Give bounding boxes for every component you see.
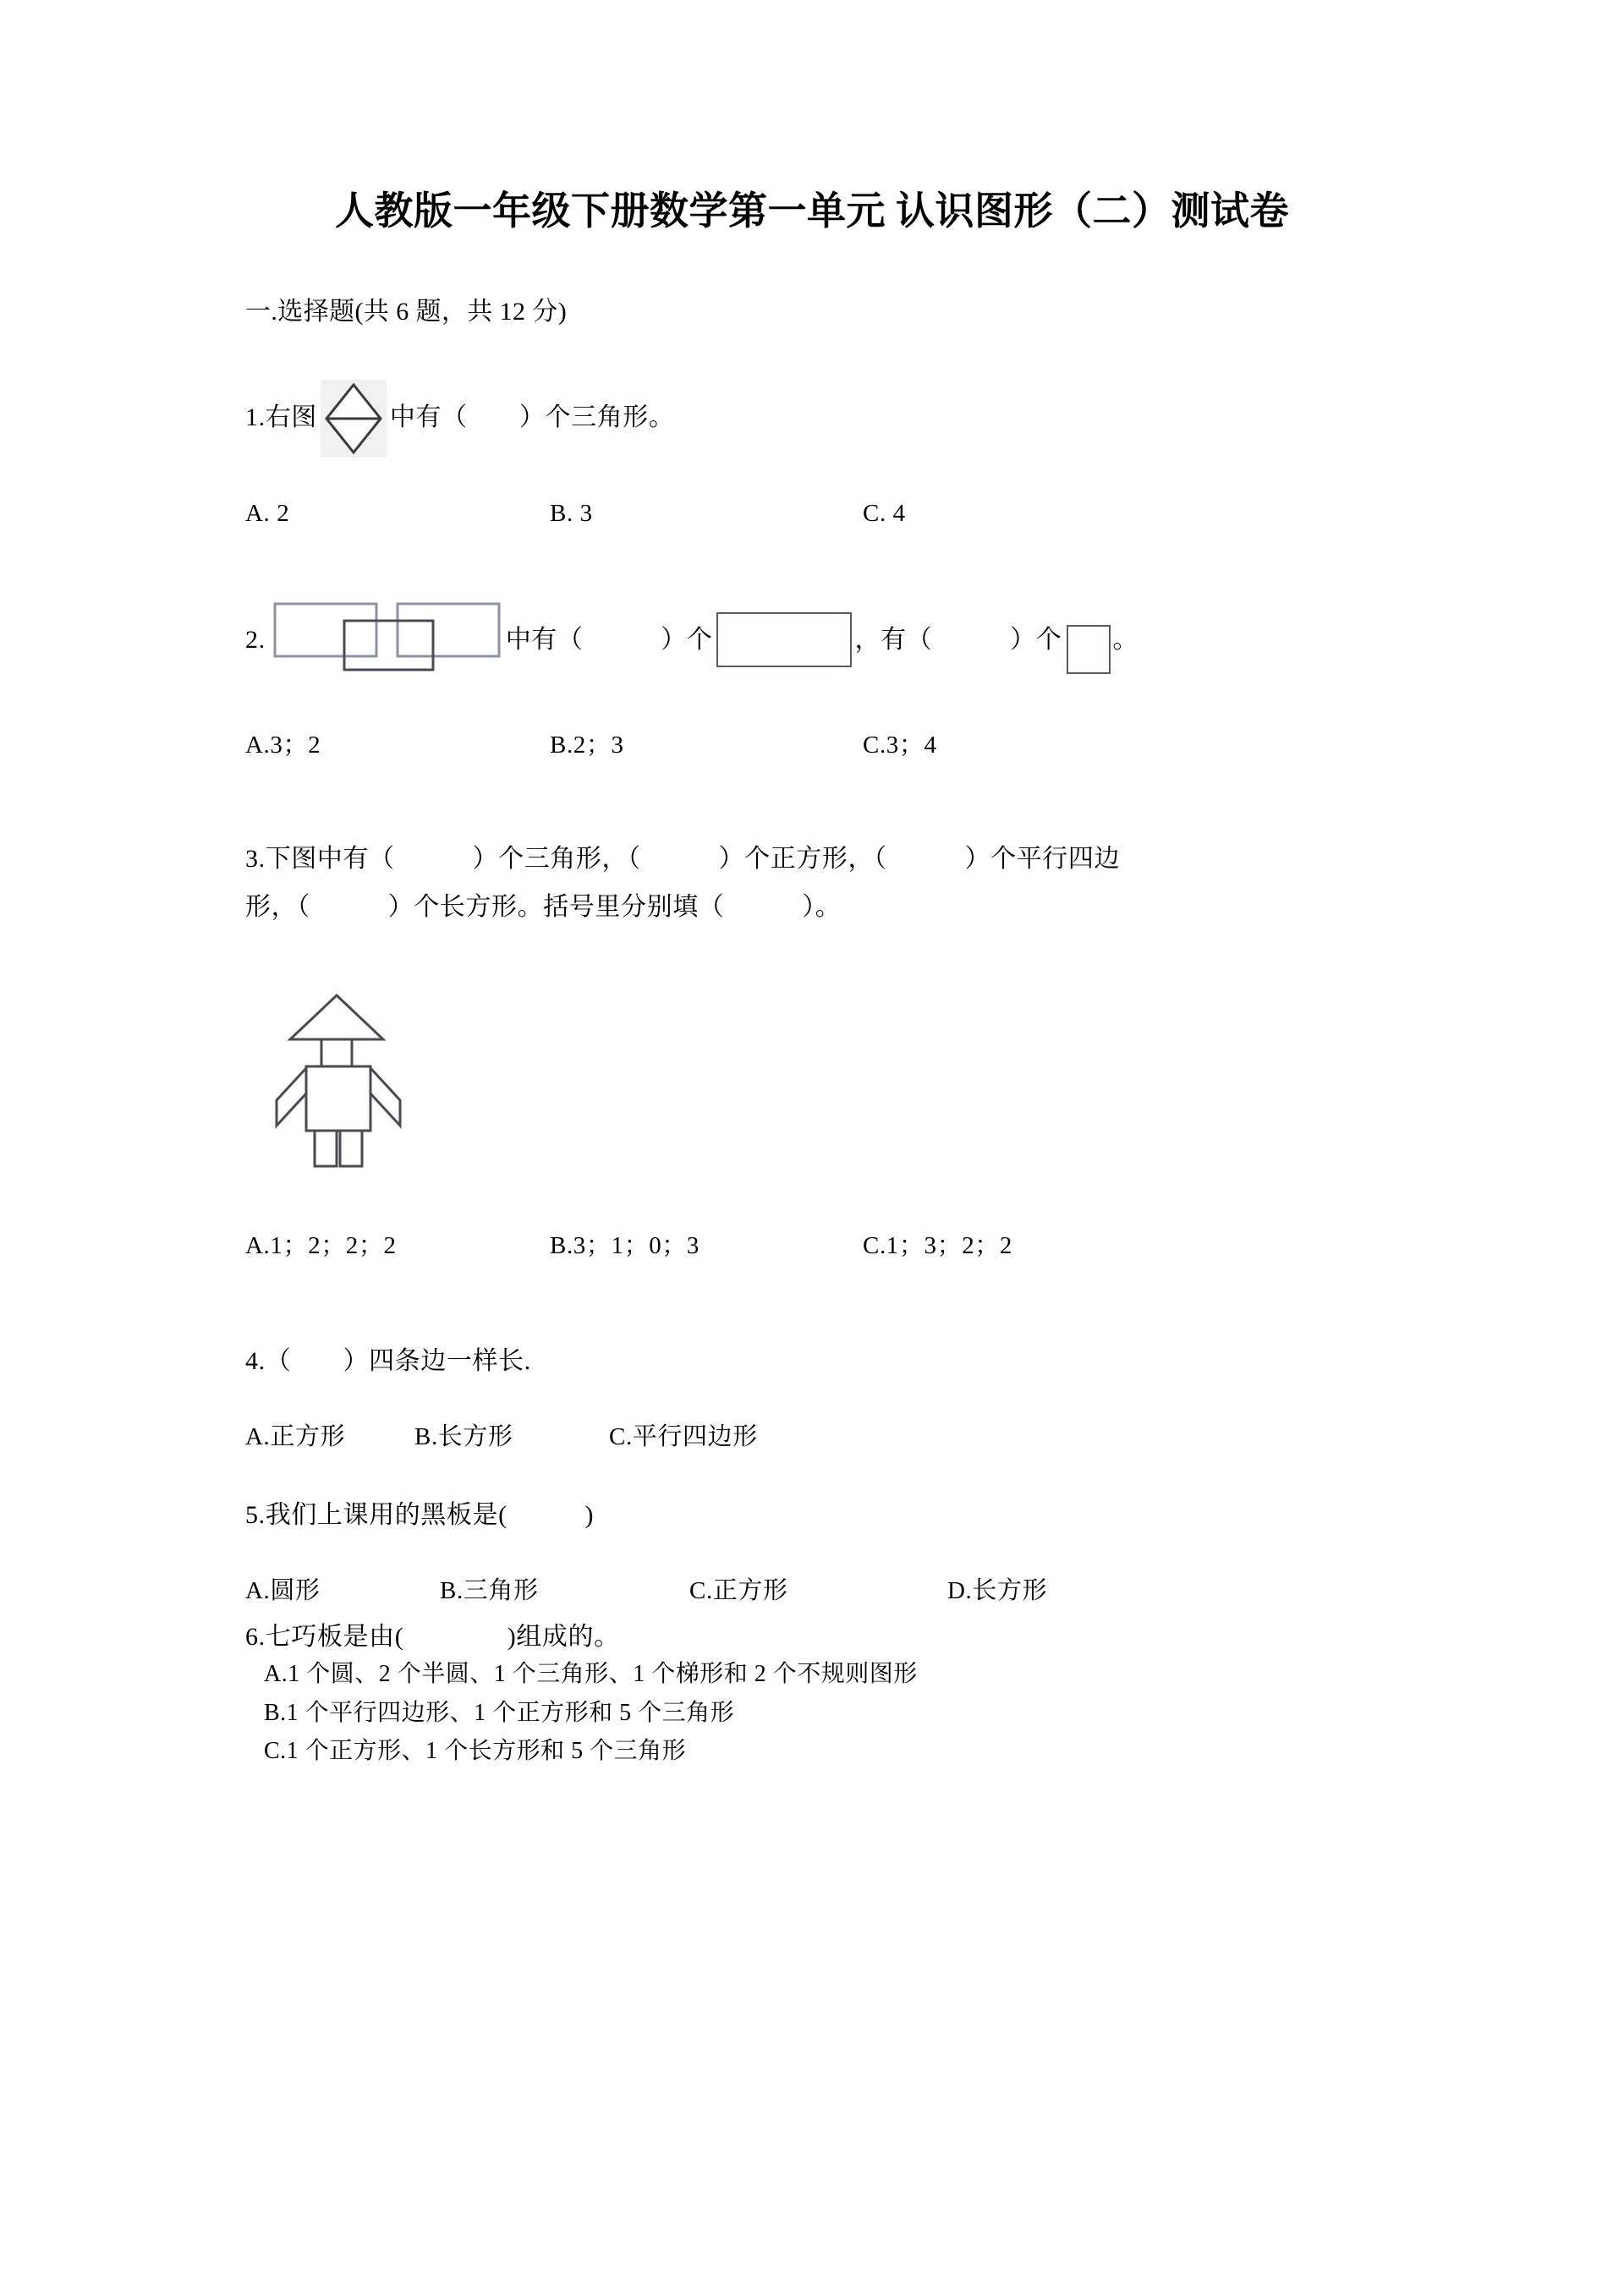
question-1-option-c[interactable]: C. 4 [863, 499, 906, 527]
section-heading-choice: 一.选择题(共 6 题，共 12 分) [245, 297, 568, 326]
page-title: 人教版一年级下册数学第一单元 认识图形（二）测试卷 [335, 189, 1289, 233]
question-4-option-a[interactable]: A.正方形 [245, 1423, 346, 1451]
question-5-option-a[interactable]: A.圆形 [245, 1577, 321, 1605]
question-4-option-c[interactable]: C.平行四边形 [609, 1423, 758, 1451]
rhombus-divided-figure [321, 380, 387, 458]
question-2-text-a: 中有（ ）个 [505, 625, 713, 654]
question-1-stem-after: 中有（ ）个三角形。 [389, 403, 675, 432]
question-1-option-b[interactable]: B. 3 [550, 499, 593, 527]
question-2-text-b: ，有（ ）个 [854, 625, 1062, 654]
question-1-stem-before: 1.右图 [245, 403, 317, 432]
question-5-option-d[interactable]: D.长方形 [947, 1577, 1048, 1605]
question-1-options [245, 500, 1396, 528]
question-2-option-a[interactable]: A.3；2 [245, 732, 321, 759]
question-4-stem: 4.（ ）四条边一样长. [245, 1347, 531, 1376]
question-3-stem-line1: 3.下图中有（ ）个三角形，（ ）个正方形，（ ）个平行四边 [245, 845, 1121, 874]
question-6-option-b[interactable]: B.1 个平行四边形、1 个正方形和 5 个三角形 [264, 1699, 735, 1726]
question-6-stem: 6.七巧板是由( )组成的。 [245, 1623, 620, 1652]
question-5-stem: 5.我们上课用的黑板是( ) [245, 1501, 595, 1530]
question-4-option-b[interactable]: B.长方形 [414, 1423, 513, 1451]
overlapping-rectangles-figure [272, 595, 501, 686]
question-4-options [245, 1417, 1396, 1452]
question-3-option-a[interactable]: A.1；2；2；2 [245, 1232, 397, 1260]
question-6-option-c[interactable]: C.1 个正方形、1 个长方形和 5 个三角形 [264, 1737, 687, 1764]
question-3-options [245, 1226, 1396, 1261]
question-2-options [245, 726, 1396, 760]
question-2-option-b[interactable]: B.2；3 [550, 732, 624, 759]
question-5-options [245, 1571, 1396, 1606]
question-5-option-b[interactable]: B.三角形 [440, 1577, 539, 1605]
question-6-option-a[interactable]: A.1 个圆、2 个半圆、1 个三角形、1 个梯形和 2 个不规则图形 [264, 1661, 918, 1688]
question-1-option-a[interactable]: A. 2 [245, 499, 290, 527]
question-2-option-c[interactable]: C.3；4 [863, 732, 937, 759]
question-2-stem [245, 595, 1396, 686]
question-2-number: 2. [245, 625, 266, 654]
question-3-option-b[interactable]: B.3；1；0；3 [550, 1232, 700, 1260]
question-5-option-c[interactable]: C.正方形 [689, 1577, 788, 1605]
question-3-option-c[interactable]: C.1；3；2；2 [863, 1232, 1012, 1260]
question-2-text-c: 。 [1112, 625, 1138, 654]
small-square-figure [1067, 625, 1111, 674]
wide-rectangle-figure [716, 612, 852, 667]
robot-figure [271, 984, 1396, 1174]
page-content [245, 0, 1396, 1770]
question-1-stem [245, 380, 1396, 458]
question-3-stem-line2: 形，（ ）个长方形。括号里分别填（ ）。 [245, 893, 842, 922]
